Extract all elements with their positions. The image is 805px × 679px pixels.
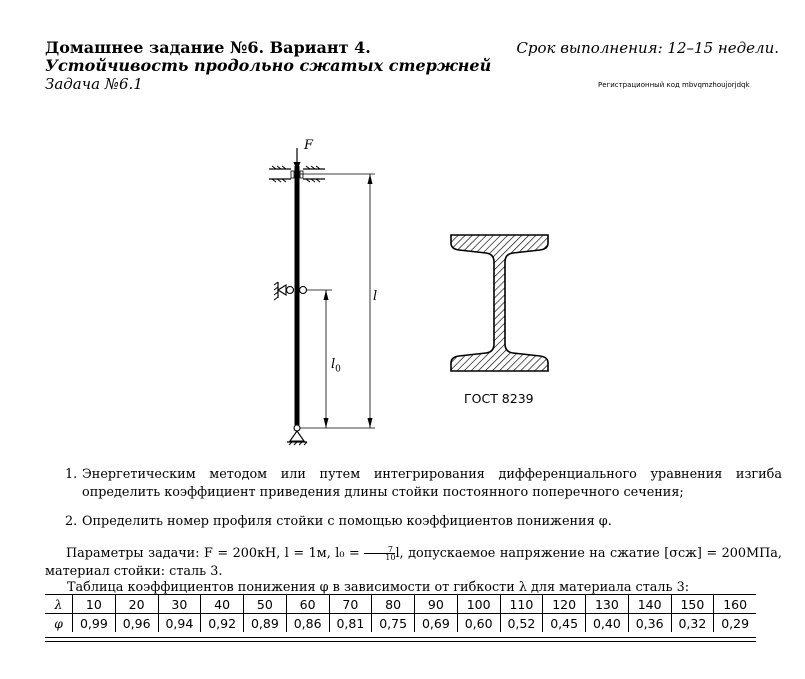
lambda-cell: 150 bbox=[671, 595, 714, 614]
fraction: $\frac{7}{10}$ bbox=[364, 546, 395, 561]
section-caption: ГОСТ 8239 bbox=[464, 391, 534, 406]
task-number: Задача №6.1 bbox=[45, 75, 143, 93]
lambda-cell: 70 bbox=[329, 595, 372, 614]
row-label-lambda: λ bbox=[45, 595, 73, 614]
phi-cell: 0,81 bbox=[329, 614, 372, 633]
lambda-cell: 160 bbox=[714, 595, 756, 614]
lambda-cell: 140 bbox=[628, 595, 671, 614]
dimension-l0 bbox=[307, 290, 332, 428]
lambda-cell: 90 bbox=[415, 595, 458, 614]
deadline: Срок выполнения: 12–15 недели. bbox=[516, 39, 779, 57]
bottom-rule bbox=[45, 637, 756, 638]
phi-cell: 0,75 bbox=[372, 614, 415, 633]
i-beam-section bbox=[451, 235, 548, 371]
lambda-cell: 30 bbox=[158, 595, 201, 614]
lambda-cell: 20 bbox=[115, 595, 158, 614]
lambda-cell: 60 bbox=[286, 595, 329, 614]
phi-cell: 0,92 bbox=[201, 614, 244, 633]
length-label: l bbox=[373, 289, 378, 304]
dimension-l bbox=[300, 174, 378, 428]
column-scheme bbox=[269, 148, 378, 445]
table-row-lambda bbox=[45, 595, 756, 614]
registration-code: Регистрационный код mbvqmzhoujorjdqk bbox=[598, 81, 750, 89]
phi-cell: 0,40 bbox=[586, 614, 629, 633]
lambda-cell: 50 bbox=[244, 595, 287, 614]
phi-cell: 0,45 bbox=[543, 614, 586, 633]
lambda-cell: 40 bbox=[201, 595, 244, 614]
lambda-cell: 80 bbox=[372, 595, 415, 614]
phi-cell: 0,36 bbox=[628, 614, 671, 633]
lambda-cell: 110 bbox=[500, 595, 543, 614]
phi-cell: 0,94 bbox=[158, 614, 201, 633]
phi-cell: 0,69 bbox=[415, 614, 458, 633]
force-label: F bbox=[304, 138, 314, 153]
lambda-cell: 10 bbox=[73, 595, 116, 614]
lambda-cell: 100 bbox=[457, 595, 500, 614]
page-title: Домашнее задание №6. Вариант 4. bbox=[45, 38, 371, 57]
phi-cell: 0,52 bbox=[500, 614, 543, 633]
page-subtitle: Устойчивость продольно сжатых стержней bbox=[45, 56, 492, 75]
coefficient-table bbox=[45, 594, 756, 632]
phi-cell: 0,89 bbox=[244, 614, 287, 633]
column-rod bbox=[295, 166, 300, 425]
middle-hinge-support bbox=[274, 282, 307, 300]
phi-cell: 0,86 bbox=[286, 614, 329, 633]
bottom-rule-double bbox=[45, 641, 756, 642]
lambda-cell: 120 bbox=[543, 595, 586, 614]
table-caption: Таблица коэффициентов понижения φ в зависимости от гибкости λ для материала сталь 3: bbox=[67, 580, 690, 595]
phi-cell: 0,29 bbox=[714, 614, 756, 633]
row-label-phi: φ bbox=[54, 615, 63, 631]
task-parameters: Параметры задачи: F = 200кН, l = 1м, l₀ = $\frac{7}{10}$ l, допускаемое напряжение на сжатие [σсж] = 200МПа, материал стойки: сталь 3. bbox=[45, 545, 783, 579]
phi-cell: 0,99 bbox=[73, 614, 116, 633]
lambda-cell: 130 bbox=[586, 595, 629, 614]
phi-cell: 0,96 bbox=[115, 614, 158, 633]
phi-cell: 0,60 bbox=[457, 614, 500, 633]
sub-length-label: $l_0$ bbox=[331, 357, 341, 375]
phi-cell: 0,32 bbox=[671, 614, 714, 633]
table-row-phi bbox=[45, 614, 756, 633]
